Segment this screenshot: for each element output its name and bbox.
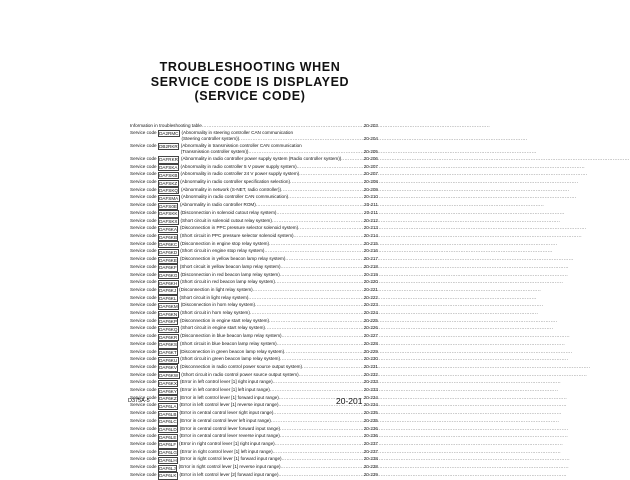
leader-dots	[299, 171, 363, 178]
page-reference: 20-213	[363, 225, 378, 231]
service-code-box: DAF6KA	[159, 226, 177, 232]
service-code-prefix: Service code	[130, 279, 157, 285]
page-reference: 20-224	[363, 310, 378, 316]
leader-dots	[298, 225, 363, 232]
service-code-box: DAF6LC	[159, 419, 177, 425]
service-code-description: (Short circuit in solenoid cutout relay system)	[180, 217, 272, 223]
page-reference: 20-214	[363, 233, 378, 238]
page-reference: 20-221	[363, 286, 378, 292]
service-code-box: DAF6KE	[159, 257, 177, 263]
leader-dots	[272, 218, 363, 225]
toc-row[interactable]	[130, 130, 378, 143]
page-reference: 20-232	[363, 371, 378, 377]
leader-dots	[250, 310, 363, 317]
page-reference: 20-207	[363, 163, 378, 169]
page-reference: 20-207	[363, 171, 378, 177]
service-code-prefix: Service code	[130, 248, 157, 254]
page-reference: 20-211	[364, 209, 378, 215]
service-code-description: (Disconnection in blue beacon lamp relay system)	[180, 333, 282, 339]
title-line-1: TROUBLESHOOTING WHEN	[159, 60, 341, 74]
service-code-description: (Abnormality in radio controller 5 V power supply system)	[180, 163, 297, 169]
leader-dots	[248, 295, 362, 302]
page-reference: 20-229	[363, 348, 378, 354]
leader-dots	[282, 456, 363, 463]
service-code-description: (Error in central control lever right input range)	[179, 410, 274, 416]
service-code-description: (Error in left control lever [1] forward input range)	[179, 394, 279, 400]
service-code-prefix: Service code	[130, 456, 157, 462]
service-code-description: (Short circuit in yellow beacon lamp relay system)	[179, 263, 281, 269]
toc-intro-text: Information in troubleshooting table	[130, 123, 202, 128]
toc-row[interactable]	[130, 279, 378, 287]
service-code-prefix: Service code	[130, 464, 157, 470]
service-code-box: DAFSKA	[159, 165, 178, 171]
service-code-prefix: Service code	[130, 348, 157, 354]
service-code-box: DAFSMA	[159, 195, 179, 201]
service-code-box: DB2RKR	[159, 144, 178, 150]
leader-dots	[299, 372, 363, 379]
service-code-box: DAF6KZ	[159, 396, 177, 402]
toc-row[interactable]	[130, 418, 378, 426]
service-code-prefix: Service code	[130, 286, 157, 292]
toc-row[interactable]	[130, 241, 378, 249]
service-code-box: DAF6KH	[159, 280, 178, 286]
service-code-description: (Short circuit in engine start relay system)	[180, 325, 265, 331]
toc-row[interactable]	[130, 318, 378, 326]
service-code-box: DAFS0E	[159, 203, 177, 209]
page-reference: 20-233	[363, 387, 378, 393]
leader-dots	[282, 333, 363, 340]
page-reference: 20-231	[363, 363, 378, 369]
service-code-box: DAF6KQ	[159, 326, 178, 332]
service-code-box: DAF6LH	[159, 457, 177, 463]
leader-dots	[279, 472, 363, 479]
toc-row[interactable]	[130, 248, 378, 256]
page-reference: 20-237	[363, 448, 378, 454]
page-reference: 20-215	[363, 240, 378, 246]
leader-dots	[271, 418, 363, 425]
service-code-description: (Transmission controller system))	[180, 149, 249, 155]
service-code-prefix: Service code	[130, 155, 157, 161]
page-reference: 20-238	[363, 456, 378, 462]
toc-row[interactable]	[130, 387, 378, 395]
table-of-contents	[130, 123, 378, 480]
service-code-prefix: Service code	[130, 417, 157, 423]
page-title	[0, 60, 500, 104]
service-code-description: (Disconnection in engine stop relay system)	[180, 240, 270, 246]
page-reference: 20-233	[363, 379, 378, 385]
leader-dots	[273, 449, 363, 456]
page-reference: 20-237	[363, 440, 378, 446]
service-code-description: (Disconnection in red beacon lamp relay system)	[180, 271, 280, 277]
service-code-description: (Disconnection in engine start relay system)	[179, 317, 270, 323]
toc-row[interactable]	[130, 210, 378, 218]
service-code-prefix: Service code	[130, 440, 157, 446]
service-code-description: (Short circuit in engine stop relay system)	[180, 248, 265, 254]
page-reference: 20-234	[363, 394, 378, 400]
toc-row[interactable]	[130, 302, 378, 310]
page-reference: 20-206	[363, 155, 378, 161]
service-code-prefix: Service code	[130, 256, 157, 262]
service-code-prefix: Service code	[130, 371, 157, 377]
service-code-description: (Error in central control lever forward input range)	[179, 425, 281, 431]
toc-row[interactable]	[130, 156, 378, 164]
page-reference: 20-217	[363, 256, 378, 262]
service-code-prefix: Service code	[130, 163, 157, 169]
toc-row[interactable]	[130, 472, 378, 480]
page-reference: 20-210	[363, 194, 378, 200]
page-reference: 20-209	[363, 186, 378, 192]
toc-row[interactable]	[130, 464, 378, 472]
service-code-description: (Abnormality in radio controller 24 V power supply system)	[180, 171, 300, 177]
page-reference: 20-204	[363, 136, 378, 142]
service-code-box: DAF6KC	[159, 242, 178, 248]
service-code-box: DAF6KB	[159, 234, 177, 240]
toc-row[interactable]	[130, 449, 378, 457]
title-line-2: SERVICE CODE IS DISPLAYED	[150, 74, 350, 89]
leader-dots	[284, 349, 363, 356]
service-code-box: DAFSKB	[159, 172, 178, 178]
leader-dots	[273, 379, 363, 386]
leader-dots	[264, 248, 362, 255]
service-code-box: DAF6LB	[159, 411, 177, 417]
leader-dots	[253, 287, 363, 294]
leader-dots	[248, 149, 362, 156]
page-reference: 20-208	[363, 179, 378, 185]
service-code-description: (Disconnection in light relay system)	[179, 286, 253, 292]
service-code-prefix: Service code	[130, 394, 157, 400]
page-reference: 20-230	[363, 356, 378, 362]
page-reference: 20-218	[363, 263, 378, 269]
service-code-prefix: Service code	[130, 333, 157, 339]
service-code-box: DAF6KV	[159, 365, 177, 371]
service-code-description: (Disconnection in yellow beacon lamp relay system)	[179, 256, 286, 262]
service-code-prefix: Service code	[130, 294, 157, 300]
toc-row[interactable]	[130, 456, 378, 464]
service-code-prefix: Service code	[130, 271, 157, 277]
toc-row[interactable]	[130, 349, 378, 357]
service-code-box: DAF6LJ	[159, 465, 176, 471]
service-code-prefix: Service code	[130, 310, 157, 316]
leader-dots	[294, 233, 363, 240]
footer-model: D375A-5	[128, 398, 150, 404]
service-code-box: DAF6KR	[159, 334, 178, 340]
service-code-box: DAF6LG	[159, 450, 177, 456]
toc-row[interactable]	[130, 341, 378, 349]
toc-row[interactable]	[130, 287, 378, 295]
page-reference: 20-226	[363, 325, 378, 331]
leader-dots	[276, 210, 363, 217]
leader-dots	[281, 187, 363, 194]
service-code-box: DAF6KD	[159, 249, 178, 255]
service-code-description: (Disconnection in solenoid cutout relay system)	[180, 209, 277, 215]
service-code-description: (Abnormality in radio controller power supply system (Radio controller system))	[180, 155, 342, 161]
service-code-box: DAF6KW	[159, 373, 179, 379]
service-code-box: DAF6KJ	[159, 288, 177, 294]
service-code-description: (Abnormality in radio controller ROM)	[179, 202, 256, 208]
toc-row[interactable]	[130, 372, 378, 380]
service-code-prefix: Service code	[130, 233, 157, 238]
service-code-box: DAF6KF	[159, 265, 177, 271]
toc-row[interactable]	[130, 272, 378, 280]
service-code-box: DAF6KX	[159, 380, 177, 386]
service-code-description: (Steering controller system))	[181, 136, 240, 142]
service-code-description: (Error in central control lever reverse input range)	[179, 433, 280, 439]
toc-row[interactable]	[130, 187, 378, 195]
toc-row[interactable]	[130, 410, 378, 418]
service-code-prefix: Service code	[130, 325, 157, 331]
page-reference: 20-239	[363, 471, 378, 477]
service-code-description: (Error in right control lever [1] forward input range)	[179, 456, 282, 462]
leader-dots	[285, 256, 362, 263]
service-code-box: DAFSKZ	[159, 180, 178, 186]
leader-dots	[280, 426, 363, 433]
service-code-prefix: Service code	[130, 410, 157, 416]
page-reference: 20-222	[363, 294, 378, 300]
toc-row[interactable]	[130, 310, 378, 318]
service-code-description: (Disconnection in radio control power source output system)	[179, 363, 302, 369]
service-code-prefix: Service code	[130, 179, 157, 185]
service-code-prefix: Service code	[130, 225, 157, 231]
service-code-prefix: Service code	[130, 402, 157, 408]
toc-row[interactable]	[130, 325, 378, 333]
toc-row[interactable]	[130, 264, 378, 272]
service-code-box: DAF6KG	[159, 273, 178, 279]
leader-dots	[341, 156, 362, 163]
service-code-prefix: Service code	[130, 356, 157, 362]
page-reference: 20-205	[363, 149, 378, 155]
leader-dots	[269, 241, 363, 248]
page-reference: 20-212	[363, 217, 378, 223]
service-code-box: DAFSKQ	[159, 188, 178, 194]
service-code-box: DAF6KL	[159, 296, 177, 302]
service-code-box: DAFSKX	[159, 219, 178, 225]
toc-row[interactable]	[130, 364, 378, 372]
service-code-box: DAF6KS	[159, 342, 177, 348]
toc-row[interactable]	[130, 218, 378, 226]
leader-dots	[280, 433, 363, 440]
service-code-description: (Short circuit in light relay system)	[179, 294, 249, 300]
toc-row[interactable]	[130, 295, 378, 303]
toc-row[interactable]	[130, 426, 378, 434]
service-code-box: DA2RMC	[159, 131, 179, 137]
service-code-box: DAFRKR	[159, 157, 178, 163]
service-code-prefix: Service code	[130, 363, 157, 369]
service-code-box: DAF6KP	[159, 319, 177, 325]
service-code-prefix: Service code	[130, 202, 157, 208]
service-code-description: (Short circuit in PPC pressure selector solenoid system)	[179, 233, 294, 238]
service-code-prefix: Service code	[130, 217, 157, 223]
service-code-box: DAF6LA	[159, 403, 177, 409]
toc-row[interactable]	[130, 441, 378, 449]
toc-row[interactable]	[130, 164, 378, 172]
page-reference: 20-228	[363, 340, 378, 346]
service-code-description: (Short circuit in horn relay system)	[180, 310, 250, 316]
page-reference: 20-238	[363, 464, 378, 470]
leader-dots	[288, 194, 362, 201]
toc-row[interactable]	[130, 202, 378, 210]
leader-dots	[269, 318, 363, 325]
service-code-prefix: Service code	[130, 171, 157, 177]
service-code-description: (Short circuit in blue beacon lamp relay system)	[179, 340, 277, 346]
service-code-box: DAF6LE	[159, 434, 177, 440]
page-reference: 20-235	[363, 417, 378, 423]
leader-dots	[280, 272, 363, 279]
toc-row[interactable]	[130, 256, 378, 264]
service-code-box: DAF6KN	[159, 311, 178, 317]
service-code-description: (Error in right control lever [1] right input range)	[179, 440, 275, 446]
service-code-prefix: Service code	[130, 317, 157, 323]
service-code-box: DAF6LF	[159, 442, 177, 448]
page-reference: 20-227	[363, 333, 378, 339]
leader-dots	[290, 179, 363, 186]
page-reference: 20-236	[363, 433, 378, 439]
service-code-description: (Disconnection in PPC pressure selector solenoid system)	[179, 225, 299, 231]
leader-dots	[280, 356, 363, 363]
toc-row[interactable]	[130, 225, 378, 233]
toc-row[interactable]	[130, 379, 378, 387]
toc-row[interactable]	[130, 143, 378, 156]
leader-dots	[275, 441, 363, 448]
service-code-prefix: Service code	[130, 425, 157, 431]
service-code-prefix: Service code	[130, 194, 157, 200]
service-code-description: (Error in left control lever [1] reverse input range)	[179, 402, 279, 408]
service-code-description: (Error in left control lever [1] right input range)	[179, 379, 273, 385]
leader-dots	[265, 325, 363, 332]
leader-dots	[297, 164, 363, 171]
leader-dots	[273, 410, 362, 417]
service-code-prefix: Service code	[130, 471, 157, 477]
leader-dots	[302, 364, 363, 371]
service-code-prefix: Service code	[130, 209, 157, 215]
leader-dots	[281, 264, 363, 271]
service-code-box: DAFSKK	[159, 211, 178, 217]
page-reference: 20-220	[363, 279, 378, 285]
leader-dots	[256, 202, 363, 209]
leader-dots	[270, 387, 363, 394]
leader-dots	[202, 123, 363, 130]
service-code-box: DAF6LD	[159, 427, 177, 433]
page-reference: 20-211	[364, 202, 378, 208]
toc-intro-row[interactable]	[130, 123, 378, 130]
leader-dots	[277, 341, 363, 348]
page-reference: 20-219	[363, 271, 378, 277]
page-reference: 20-236	[363, 425, 378, 431]
toc-row[interactable]	[130, 233, 378, 241]
service-code-description: (Abnormality in steering controller CAN communication	[181, 129, 294, 135]
service-code-description: (Short circuit in radio control power source output system)	[181, 371, 299, 377]
service-code-prefix: Service code	[130, 186, 157, 192]
service-code-description: (Error in right control lever [1] reverse input range)	[178, 464, 281, 470]
leader-dots	[255, 302, 363, 309]
page-reference: 20-234	[363, 402, 378, 408]
toc-row[interactable]	[130, 179, 378, 187]
service-code-description: (Abnormality in radio controller CAN communication)	[181, 194, 289, 200]
service-code-description: (Short circuit in red beacon lamp relay system)	[180, 279, 275, 285]
service-code-prefix: Service code	[130, 240, 157, 246]
service-code-box: DAF6LK	[159, 473, 177, 479]
service-code-prefix: Service code	[130, 129, 157, 135]
service-code-description: (Abnormality in radio controller specification selection)	[180, 179, 290, 185]
service-code-prefix: Service code	[130, 433, 157, 439]
service-code-prefix: Service code	[130, 379, 157, 385]
service-code-prefix: Service code	[130, 263, 157, 269]
service-code-prefix: Service code	[130, 302, 157, 308]
leader-dots	[239, 136, 363, 143]
service-code-prefix: Service code	[130, 340, 157, 346]
service-code-prefix: Service code	[130, 448, 157, 454]
service-code-box: DAF6KM	[159, 303, 178, 309]
service-code-description: (Abnormality in transmission controller CAN communication	[180, 142, 302, 148]
service-code-box: DAF6KT	[159, 350, 177, 356]
service-code-description: (Error in central control lever left input range)	[179, 417, 271, 423]
service-code-description: (Error in left control lever [2] forward input range)	[179, 471, 279, 477]
page-reference: 20-223	[363, 302, 378, 308]
toc-row[interactable]	[130, 333, 378, 341]
title-line-3: (SERVICE CODE)	[194, 89, 306, 103]
toc-row[interactable]	[130, 194, 378, 202]
service-code-box: DAF6KU	[159, 357, 178, 363]
service-code-description: (Short circuit in green beacon lamp relay system)	[180, 356, 281, 362]
service-code-description: (Error in left control lever [1] left input range)	[179, 387, 270, 393]
leader-dots	[281, 464, 363, 471]
service-code-description: (Abnormality in network (S-NET, radio controller))	[180, 186, 282, 192]
page-reference: 20-216	[363, 248, 378, 254]
service-code-description: (Disconnection in green beacon lamp relay system)	[179, 348, 285, 354]
service-code-box: DAF6KY	[159, 388, 177, 394]
toc-intro-page: 20-203	[363, 123, 378, 128]
toc-row[interactable]	[130, 356, 378, 364]
service-code-description: (Error in right control lever [1] left input range)	[179, 448, 273, 454]
service-code-prefix: Service code	[130, 142, 157, 148]
toc-row[interactable]	[130, 171, 378, 179]
page-reference: 20-225	[363, 317, 378, 323]
footer-page-number: 20-201	[336, 396, 363, 406]
leader-dots	[275, 279, 363, 286]
service-code-prefix: Service code	[130, 387, 157, 393]
service-code-description: (Disconnection in horn relay system)	[180, 302, 255, 308]
page-reference: 20-235	[363, 410, 378, 416]
toc-row[interactable]	[130, 433, 378, 441]
